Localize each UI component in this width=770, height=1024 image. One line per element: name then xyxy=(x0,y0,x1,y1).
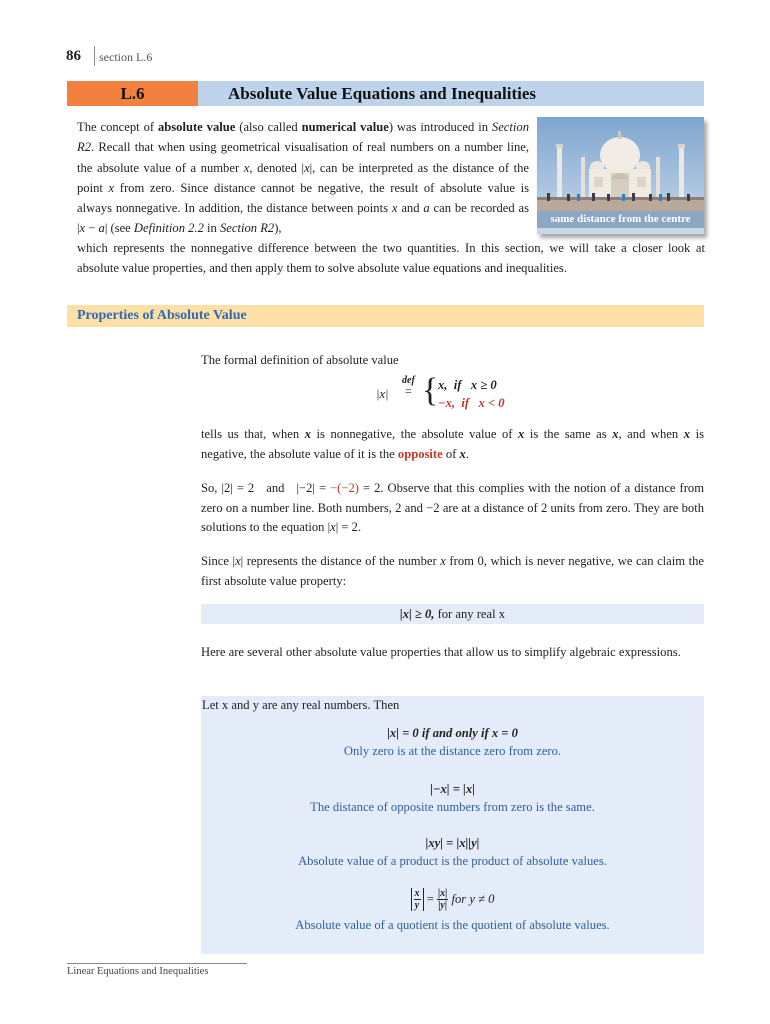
let-statement: Let x and y are any real numbers. Then xyxy=(202,698,400,712)
def-label: def xyxy=(402,375,415,386)
definition-symbol xyxy=(402,376,415,398)
section-number: L.6 xyxy=(67,81,198,106)
rule-product-equation: |xy| = |x||y| xyxy=(425,836,480,850)
rule-zero-note: Only zero is at the distance zero from zero. xyxy=(343,744,562,758)
nonnegative-claim: Since |x| represents the distance of the number x from 0, which is never negative, we can claim the first absolute value property: xyxy=(201,554,704,588)
quotient-lhs: $\frac{x}{y}$ xyxy=(411,888,424,911)
rule-zero-equation: |x| = 0 if and only if x = 0 xyxy=(387,726,518,740)
rule-opposite-note: The distance of opposite numbers from zero is the same. xyxy=(310,800,595,814)
rule-quotient-equation: $\frac{x}{y}$ = $\frac{|x|}{|y|}$ for y ≠ 0 xyxy=(201,888,704,911)
quotient-rhs: $\frac{|x|}{|y|}$ xyxy=(437,888,448,911)
definition-explanation: tells us that, when x is nonnegative, the absolute value of x is the same as x, and when x is negative, the absolute value of it is the opposite of x. xyxy=(201,427,704,461)
several-properties-text: Here are several other absolute value properties that allow us to simplify algebraic expressions. xyxy=(201,645,681,659)
properties-box xyxy=(201,696,704,954)
definition-case-2-condition: x < 0 xyxy=(478,396,505,410)
section-reference: section L.6 xyxy=(99,50,153,64)
rule-product-note: Absolute value of a product is the product of absolute values. xyxy=(298,854,607,868)
property-math: |x| ≥ 0, xyxy=(399,607,435,621)
intro-paragraph-continued: which represents the nonnegative difference between the two quantities. In this section, we will take a closer look at absolute value properties, and then apply them to solve absolute value equations and inequalities. xyxy=(77,241,705,276)
absolute-value-definition xyxy=(370,372,550,418)
definition-lhs: |x| xyxy=(376,387,389,401)
properties-heading: Properties of Absolute Value xyxy=(67,305,704,327)
footer-text: Linear Equations and Inequalities xyxy=(67,966,209,977)
definition-case-1: x, if x ≥ 0 xyxy=(438,378,497,392)
page-number: 86 xyxy=(66,48,81,64)
example-paragraph: So, |2| = 2 and |−2| = −(−2) = 2. Observe that this complies with the notion of a distance from zero on a number line. Both numbers, 2 and −2 are at a distance of 2 units from zero. They are both solutions to the equation |x| = 2. xyxy=(201,481,704,534)
curly-brace: { xyxy=(422,372,439,409)
rule-opposite-equation: |−x| = |x| xyxy=(430,782,475,796)
def-equals: = xyxy=(405,384,412,398)
rule-quotient-note: Absolute value of a quotient is the quotient of absolute values. xyxy=(295,918,610,932)
header-divider xyxy=(94,46,95,66)
photo-caption: same distance from the centre xyxy=(537,211,704,228)
footer-divider xyxy=(67,963,247,964)
taj-mahal-photo xyxy=(537,117,704,234)
section-title: Absolute Value Equations and Inequalities xyxy=(198,81,704,106)
property-tail: for any real x xyxy=(434,607,506,621)
claim-text: claim the first absolute value property: xyxy=(201,554,704,588)
intro-paragraph: The concept of absolute value (also called numerical value) was introduced in Section R2. Recall that when using geometrical visualisation of real numbers on a number line, the absolute value of a number x, denoted |x|, can be interpreted as the distance of the point x from zero. Since distance cannot be negative, the result of absolute value is always nonnegative. In addition, the distance between points x and a can be recorded as |x − a| (see Definition 2.2 in Section R2), xyxy=(77,120,529,236)
quotient-condition: for y ≠ 0 xyxy=(451,892,495,906)
property-nonnegative xyxy=(201,604,704,624)
formal-definition-text: The formal definition of absolute value xyxy=(201,353,399,367)
definition-case-2-value: −x, if xyxy=(438,396,479,410)
definition-case-2 xyxy=(438,396,505,411)
